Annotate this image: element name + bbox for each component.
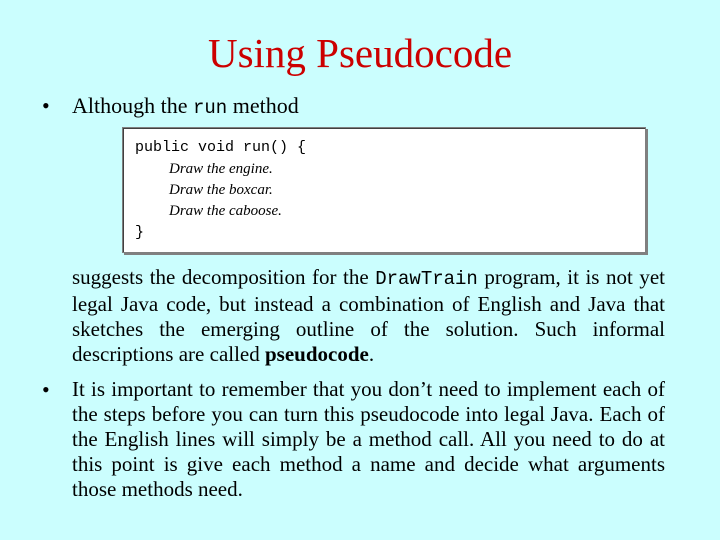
bullet-marker: • [42,93,50,118]
code-line-draw-boxcar: Draw the boxcar. [169,182,273,198]
continuation-part2: program, it is not yet legal Java code, but instead a combination of English and Java that sketches the emerging outline of the solution. Such informal descriptions are called [72,265,665,366]
code-line-close-brace: } [135,224,145,241]
continuation-end: . [368,342,375,366]
continuation-term: pseudocode [265,342,369,366]
bullet-1-code: run [193,97,228,119]
continuation-code: DrawTrain [375,268,478,290]
bullet-1-lead [72,93,299,121]
slide-title: Using Pseudocode [207,30,513,76]
code-block [122,127,646,253]
bullet-1-text: Although the [72,93,193,118]
bullet-1-continuation [72,265,665,367]
code-line-signature: public void run() { [135,139,307,156]
bullet-1-tail: method [227,93,299,118]
code-line-draw-caboose: Draw the caboose. [169,203,282,219]
bullet-marker: • [42,377,50,402]
continuation-part1: suggests the decomposition for the [72,265,376,289]
bullet-2-text: It is important to remember that you don’t need to implement each of the steps before you can turn this pseudocode into legal Java. Each of the English lines will simply be a method call. All you need to do at this point is give each method a name and decide what arguments those methods need. [72,377,665,501]
code-line-draw-engine: Draw the engine. [169,161,273,177]
